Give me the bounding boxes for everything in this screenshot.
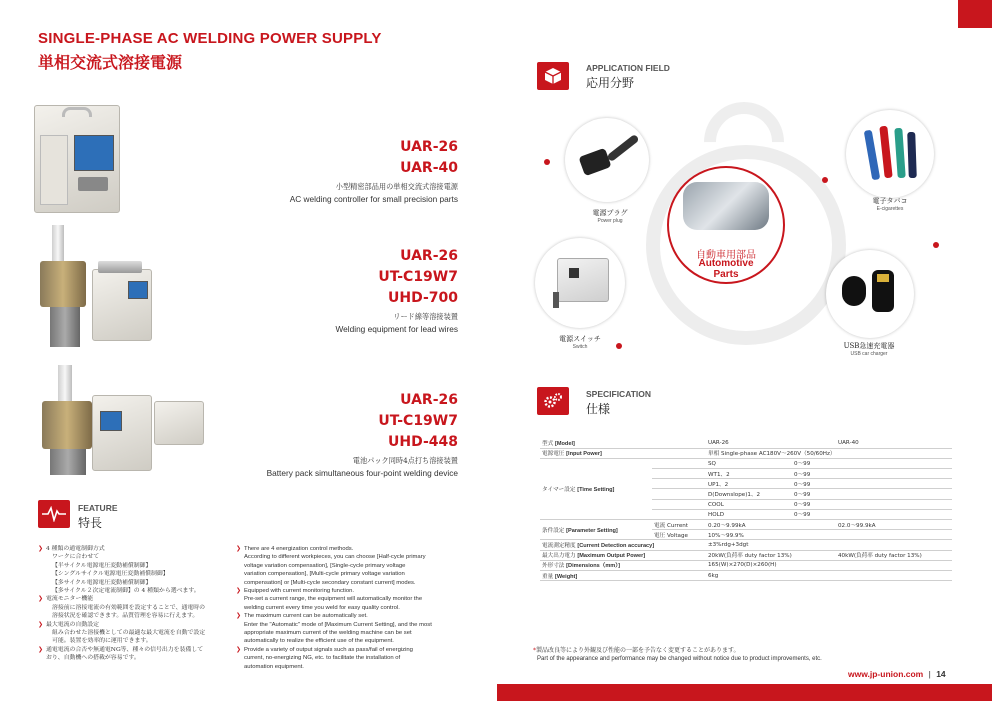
list-item: ❯ 通電電流の合否や無通電NG等、種々の信号出力を装備して おり、自動機への搭載が容易です。: [38, 645, 204, 662]
model-name: UAR-26: [400, 392, 458, 408]
list-item: ❯ 電流モニター機能 溶接前に溶接電流の有効範囲を設定することで、通電時の 溶接状況を確認できます。品質管理を容易に行えます。: [38, 595, 206, 620]
motor-image: [683, 182, 769, 230]
application-heading-jp: 応用分野: [586, 76, 635, 90]
model-name: UHD-448: [388, 434, 458, 450]
app-label-en: E-cigarettes: [876, 206, 904, 212]
table-row: WT1、2 0～99: [540, 469, 952, 479]
feature-heading-en: FEATURE: [78, 503, 118, 513]
product-block-1: [290, 137, 458, 205]
model-name: UT-C19W7: [378, 269, 458, 285]
app-label-en: Switch: [572, 344, 588, 350]
center-circle: [667, 166, 785, 284]
footer-separator: |: [928, 669, 931, 679]
app-label-en: USB car charger: [850, 351, 888, 357]
table-row: 電圧 Voltage 10%～99.9%: [540, 530, 952, 540]
table-row: タイマー設定 [Time Setting] SQ 0～99: [540, 458, 952, 468]
cube-icon: [537, 62, 569, 90]
table-row: 電流測定精度 [Current Detection accuracy] ±3%rdg+3dgt: [540, 540, 952, 550]
list-item: ❯ Provide a variety of output signals such as pass/fail of energizing current, no-energizing NG, etc. to facilitate the installation of automation equipment.: [236, 646, 413, 670]
spec-table: [540, 438, 952, 581]
product-image-uar: [34, 105, 120, 213]
app-circle-e-cigarette: [846, 110, 934, 198]
spec-heading-jp: 仕様: [586, 402, 611, 416]
table-row: 型式 [Model] UAR-26 UAR-40: [540, 438, 952, 448]
chevron-right-icon: ❯: [38, 595, 44, 603]
product-image-uhd448: [36, 365, 206, 477]
model-name: UAR-40: [400, 160, 458, 176]
table-row: D(Downslope)1、2 0～99: [540, 489, 952, 499]
page-title-jp: 単相交流式溶接電源: [38, 53, 183, 72]
app-circle-switch: [535, 238, 625, 328]
decor-dot: [933, 242, 939, 248]
product-block-2: [335, 246, 458, 335]
list-item: ❯ There are 4 energization control methods. According to different workpieces, you can choose [Half-cycle primary voltage variation compensation], [Single-cycle primary voltage variation compensation], [Multi-cycle primary voltage variation compensation] or [Multi-cycle secondary constant current] modes.: [236, 546, 426, 586]
pulse-icon: [38, 500, 70, 528]
model-name: UT-C19W7: [378, 413, 458, 429]
spec-heading-en: SPECIFICATION: [586, 389, 652, 399]
list-item: ❯ Equipped with current monitoring function. Pre-set a current range, the equipment will automatically monitor the welding current every time you weld for easy quality control.: [236, 588, 423, 611]
chevron-right-icon: ❯: [236, 546, 242, 552]
corner-accent: [958, 0, 992, 28]
product-block-3: [267, 390, 458, 479]
chevron-right-icon: ❯: [38, 645, 44, 653]
table-row: 重量 [Weight] 6kg: [540, 570, 952, 580]
table-row: 条件設定 [Parameter Setting] 電流 Current 0.20～9.99kA 02.0～99.9kA: [540, 520, 952, 530]
app-circle-power-plug: [565, 118, 649, 202]
table-row: 外形寸法 [Dimensions（mm）] 165(W)×270(D)×260(H): [540, 560, 952, 570]
center-label-jp: 自動車用部品: [696, 250, 756, 261]
page-number: 14: [936, 669, 946, 679]
model-name: UHD-700: [388, 290, 458, 306]
list-item: ❯ The maximum current can be automatically set. Enter the "Automatic" mode of [Maximum Current Setting], and the most appropriate maximum current of the welding machine can be set automatically to realize the efficient use of the equipment.: [236, 613, 432, 645]
page-title-en: SINGLE-PHASE AC WELDING POWER SUPPLY: [38, 30, 382, 47]
app-label-jp: 電源プラグ: [592, 209, 628, 217]
table-row: HOLD 0～99: [540, 509, 952, 519]
product-desc-jp: 小型精密部品用の単相交流式溶接電源: [335, 182, 458, 191]
chevron-right-icon: ❯: [236, 588, 242, 595]
app-label-en: Power plug: [597, 218, 623, 224]
footer-info: [848, 669, 946, 679]
product-desc-jp: 電池パック同時4点打ち溶接装置: [352, 456, 458, 465]
product-desc-en: Battery pack simultaneous four-point welding device: [266, 468, 458, 478]
list-item: ❯ 最大電流の自動設定 組み合わせた溶接機としての最適な最大電流を自動で設定 可能。装置を効率的に運用できます。: [38, 620, 206, 645]
center-label-en2: Parts: [713, 269, 739, 280]
website-link[interactable]: www.jp-union.com: [848, 669, 924, 679]
table-row: 電源電圧 [Input Power] 単相 Single-phase AC180V～260V（50/60Hz）: [540, 448, 952, 458]
model-name: UAR-26: [400, 248, 458, 264]
chevron-right-icon: ❯: [38, 620, 44, 628]
asterisk-icon: *: [533, 647, 536, 654]
chevron-right-icon: ❯: [38, 545, 44, 552]
decor-dot: [822, 177, 828, 183]
table-row: COOL 0～99: [540, 499, 952, 509]
feature-list-en: [236, 545, 486, 671]
table-row: UP1、2 0～99: [540, 479, 952, 489]
gears-icon: [537, 387, 569, 415]
app-circle-usb-charger: [826, 250, 914, 338]
chevron-right-icon: ❯: [236, 646, 242, 653]
application-heading-en: APPLICATION FIELD: [586, 63, 670, 73]
center-label-en: Automotive: [698, 258, 754, 269]
feature-list-jp: [38, 545, 228, 663]
app-label-jp: 電源スイッチ: [559, 335, 601, 343]
list-item: ❯ 4 種類の通電制御方式 ワークに合わせて 【半サイクル電源電圧変動補償制御】 【シングルサイクル電源電圧変動補償制御】 【多サイクル電源電圧変動補償制御】 【多サイクル２次定電流制御】の 4 種類から選べます。: [38, 545, 200, 595]
product-desc-jp: リード線等溶接装置: [393, 312, 458, 321]
app-label-jp: USB急速充電器: [843, 342, 895, 350]
footer-bar: [497, 684, 992, 701]
product-image-uhd700: [36, 225, 154, 350]
app-label-jp: 電子タバコ: [872, 197, 908, 205]
footnote: *製品改良等により外観及び性能の一部を予告なく変更することがあります。 Part of the appearance and performance may be changed without notice due to product improvements, etc.: [533, 647, 822, 662]
product-desc-en: Welding equipment for lead wires: [335, 324, 458, 334]
decor-dot: [544, 159, 550, 165]
product-desc-en: AC welding controller for small precision parts: [289, 194, 458, 204]
feature-heading-jp: 特長: [78, 516, 103, 530]
chevron-right-icon: ❯: [236, 613, 242, 620]
table-row: 最大出力電力 [Maximum Output Power] 20kW(負荷率 duty factor 13%) 40kW(負荷率 duty factor 13%): [540, 550, 952, 560]
model-name: UAR-26: [400, 139, 458, 155]
